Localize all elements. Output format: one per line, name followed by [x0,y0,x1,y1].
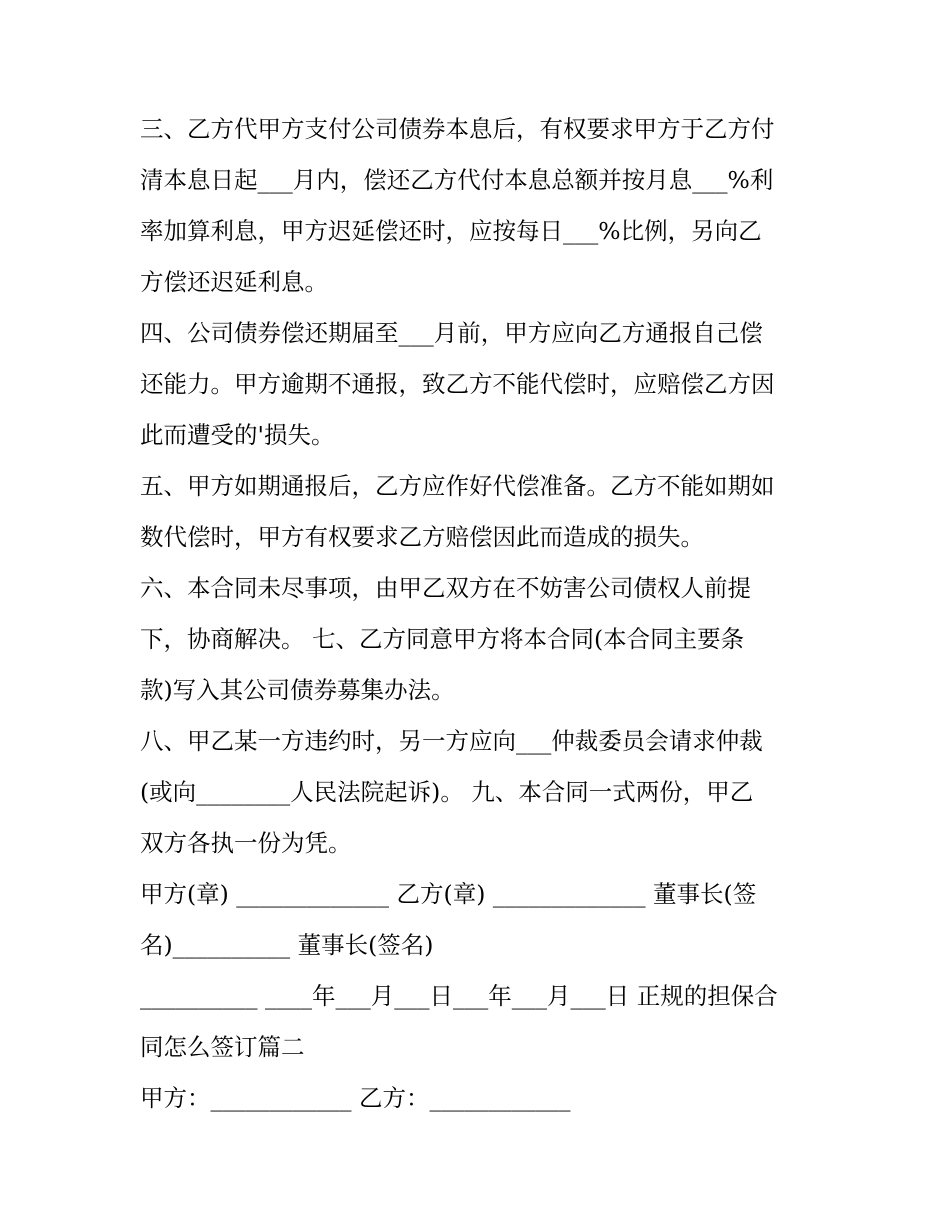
text-line: 双方各执一份为凭。 [140,829,352,857]
party-line: 甲方：____________ 乙方：____________ [140,1084,571,1112]
section-title-line: 同怎么签订篇二 [140,1033,305,1061]
text-line: (或向________人民法院起诉)。 九、本合同一式两份，甲乙 [140,778,754,806]
text-line: 三、乙方代甲方支付公司债券本息后，有权要求甲方于乙方付 [140,115,775,143]
text-line: 率加算利息，甲方迟延偿还时，应按每日___%比例，另向乙 [140,217,762,245]
text-line: 方偿还迟延利息。 [140,268,328,296]
text-line: 还能力。甲方逾期不通报，致乙方不能代偿时，应赔偿乙方因 [140,370,775,398]
text-line: 款)写入其公司债券募集办法。 [140,676,455,704]
signature-line: 甲方(章) _____________ 乙方(章) _____________ 董事长(签 [140,880,757,908]
text-line: 清本息日起___月内，偿还乙方代付本息总额并按月息___%利 [140,166,774,194]
date-line: __________ ____年___月___日___年___月___日 正规的担保合 [140,982,778,1010]
text-line: 下，协商解决。 七、乙方同意甲方将本合同(本合同主要条 [140,625,745,653]
text-line: 此而遭受的'损失。 [140,421,335,449]
text-line: 四、公司债券偿还期届至___月前，甲方应向乙方通报自己偿 [140,319,763,347]
text-line: 六、本合同未尽事项，由甲乙双方在不妨害公司债权人前提 [140,574,751,602]
text-line: 数代偿时，甲方有权要求乙方赔偿因此而造成的损失。 [140,523,704,551]
signature-line: 名)__________ 董事长(签名) [140,931,434,959]
text-line: 五、甲方如期通报后，乙方应作好代偿准备。乙方不能如期如 [140,472,775,500]
contract-text [140,104,820,1124]
text-line: 八、甲乙某一方违约时，另一方应向___仲裁委员会请求仲裁 [140,727,763,755]
